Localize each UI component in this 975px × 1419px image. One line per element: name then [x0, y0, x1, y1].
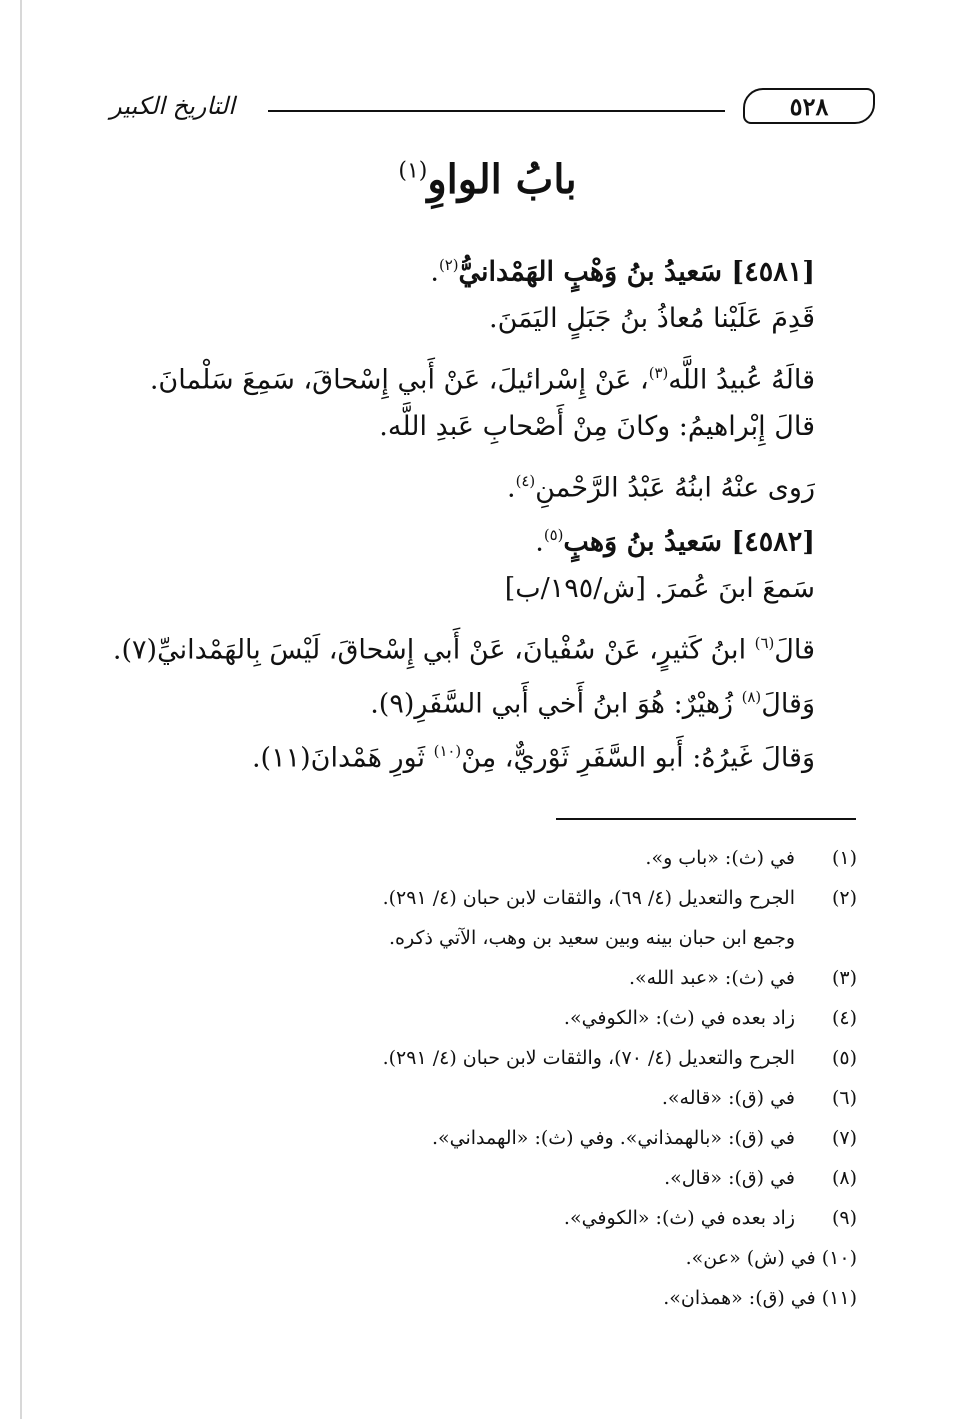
- footnote-text: في (ق): «قال».: [664, 1167, 795, 1189]
- footnote: [100, 958, 857, 998]
- footnote: [100, 1278, 857, 1318]
- text-line: [100, 238, 815, 292]
- text-line: [100, 616, 815, 670]
- entry-heading: [٤٥٨٢] سَعيدُ بنُ وَهبٍ: [563, 526, 815, 558]
- footnote-number: (٢): [831, 887, 857, 909]
- line-tail: ابنُ كَثيرٍ، عَنْ سُفْيانَ، عَنْ أَبي إِسْحاقَ، لَيْسَ بِالهَمْدانيِّ(٧).: [112, 634, 755, 666]
- footnote-continuation: [100, 918, 857, 958]
- footnote-ref: (٤): [515, 472, 536, 490]
- chapter-heading: [0, 156, 975, 203]
- text-line: [100, 454, 815, 508]
- footnote-number: (١٠): [821, 1247, 857, 1269]
- footnote-number: (٣): [831, 967, 857, 989]
- footnote-ref: (٣): [648, 364, 669, 382]
- footnote-ref: (٥): [543, 526, 564, 544]
- line-text: رَوى عنْهُ ابنُهُ عَبْدُ الرَّحْمنِ: [535, 472, 815, 504]
- line-text: قالَ إِبْراهيمُ: وكانَ مِنْ أَصْحابِ عَبدِ اللَّه.: [379, 411, 815, 442]
- line-tail: .: [535, 526, 544, 558]
- footnote-text: في (ق): «قاله».: [661, 1087, 795, 1109]
- footnote-number: (١): [831, 847, 857, 869]
- text-line: [100, 562, 815, 616]
- page-number: ٥٢٨: [743, 88, 875, 124]
- footnote-text: في (ش) «عن».: [685, 1247, 816, 1269]
- footnote-text: في (ث): «باب و».: [645, 847, 795, 869]
- line-tail: زُهيْرٌ: هُوَ ابنُ أَخي أَبي السَّفَرِ(٩).: [370, 688, 742, 720]
- footnote: [100, 1198, 857, 1238]
- text-line: [100, 670, 815, 724]
- line-text: وَقالَ غَيرُهُ: أَبو السَّفَرِ ثَوْريٌّ، مِنْ: [461, 742, 815, 774]
- text-line: [100, 346, 815, 400]
- footnote-text: في (ق): «همذان».: [663, 1287, 816, 1309]
- footnote: [100, 1158, 857, 1198]
- footnote: [100, 1038, 857, 1078]
- footnote-number: (٩): [831, 1207, 857, 1229]
- line-tail: .: [430, 256, 439, 288]
- header-rule: [268, 110, 725, 112]
- chapter-footnote-ref: (١): [398, 158, 428, 184]
- footnote-text: وجمع ابن حبان بينه وبين سعيد بن وهب، الآتي ذكره.: [389, 927, 795, 949]
- footnote-number: (١١): [821, 1287, 857, 1309]
- line-tail: ثَورِ هَمْدانَ(١١).: [251, 742, 434, 774]
- line-text: وَقالَ: [761, 688, 815, 720]
- footnote-number: (٦): [831, 1087, 857, 1109]
- footnote: [100, 1238, 857, 1278]
- footnote-text: الجرح والتعديل (٤/ ٧٠)، والثقات لابن حبان (٤/ ٢٩١).: [382, 1047, 795, 1069]
- footnote-text: زاد بعده في (ث): «الكوفي».: [563, 1007, 795, 1029]
- footnote-text: في (ث): «عبد الله».: [628, 967, 795, 989]
- footnote: [100, 1078, 857, 1118]
- book-title: التاريخ الكبير: [110, 92, 235, 120]
- main-text: [100, 238, 815, 778]
- footnote-text: زاد بعده في (ث): «الكوفي».: [563, 1207, 795, 1229]
- text-line: [100, 724, 815, 778]
- line-text: سَمعَ ابنَ عُمرَ. [ش/١٩٥/ب]: [504, 573, 815, 604]
- footnote-separator: [556, 818, 856, 820]
- text-line: [100, 292, 815, 346]
- footnote-text: في (ق): «بالهمذاني». وفي (ث): «الهمداني».: [431, 1127, 795, 1149]
- footnote: [100, 1118, 857, 1158]
- footnote-number: (٧): [831, 1127, 857, 1149]
- footnote-ref: (٨): [741, 688, 762, 706]
- footnote-number: (٥): [831, 1047, 857, 1069]
- footnotes: [100, 838, 857, 1318]
- footnote: [100, 998, 857, 1038]
- footnote-text: الجرح والتعديل (٤/ ٦٩)، والثقات لابن حبان (٤/ ٢٩١).: [382, 887, 795, 909]
- entry-heading: [٤٥٨١] سَعيدُ بنُ وَهْبٍ الهَمْدانيُّ: [458, 256, 815, 288]
- text-line: [100, 400, 815, 454]
- footnote-number: (٨): [831, 1167, 857, 1189]
- footnote-number: (٤): [831, 1007, 857, 1029]
- text-line: [100, 508, 815, 562]
- line-tail: ، عَنْ إِسْرائيلَ، عَنْ أَبي إِسْحاقَ، سَمِعَ سَلْمانَ.: [149, 364, 649, 396]
- chapter-title: بابُ الواوِ: [427, 156, 577, 203]
- footnote: [100, 838, 857, 878]
- footnote-ref: (٦): [754, 634, 775, 652]
- footnote-ref: (٢): [438, 256, 459, 274]
- footnote: [100, 878, 857, 918]
- page-header: [110, 86, 875, 132]
- page-edge-line: [20, 0, 22, 1419]
- line-text: قالَهُ عُبيدُ اللَّه: [668, 364, 815, 396]
- footnote-ref: (١٠): [433, 742, 462, 760]
- line-text: قالَ: [774, 634, 815, 666]
- line-text: قَدِمَ عَلَيْنا مُعاذُ بنُ جَبَلٍ اليَمَنَ.: [489, 303, 815, 334]
- line-tail: .: [507, 472, 516, 504]
